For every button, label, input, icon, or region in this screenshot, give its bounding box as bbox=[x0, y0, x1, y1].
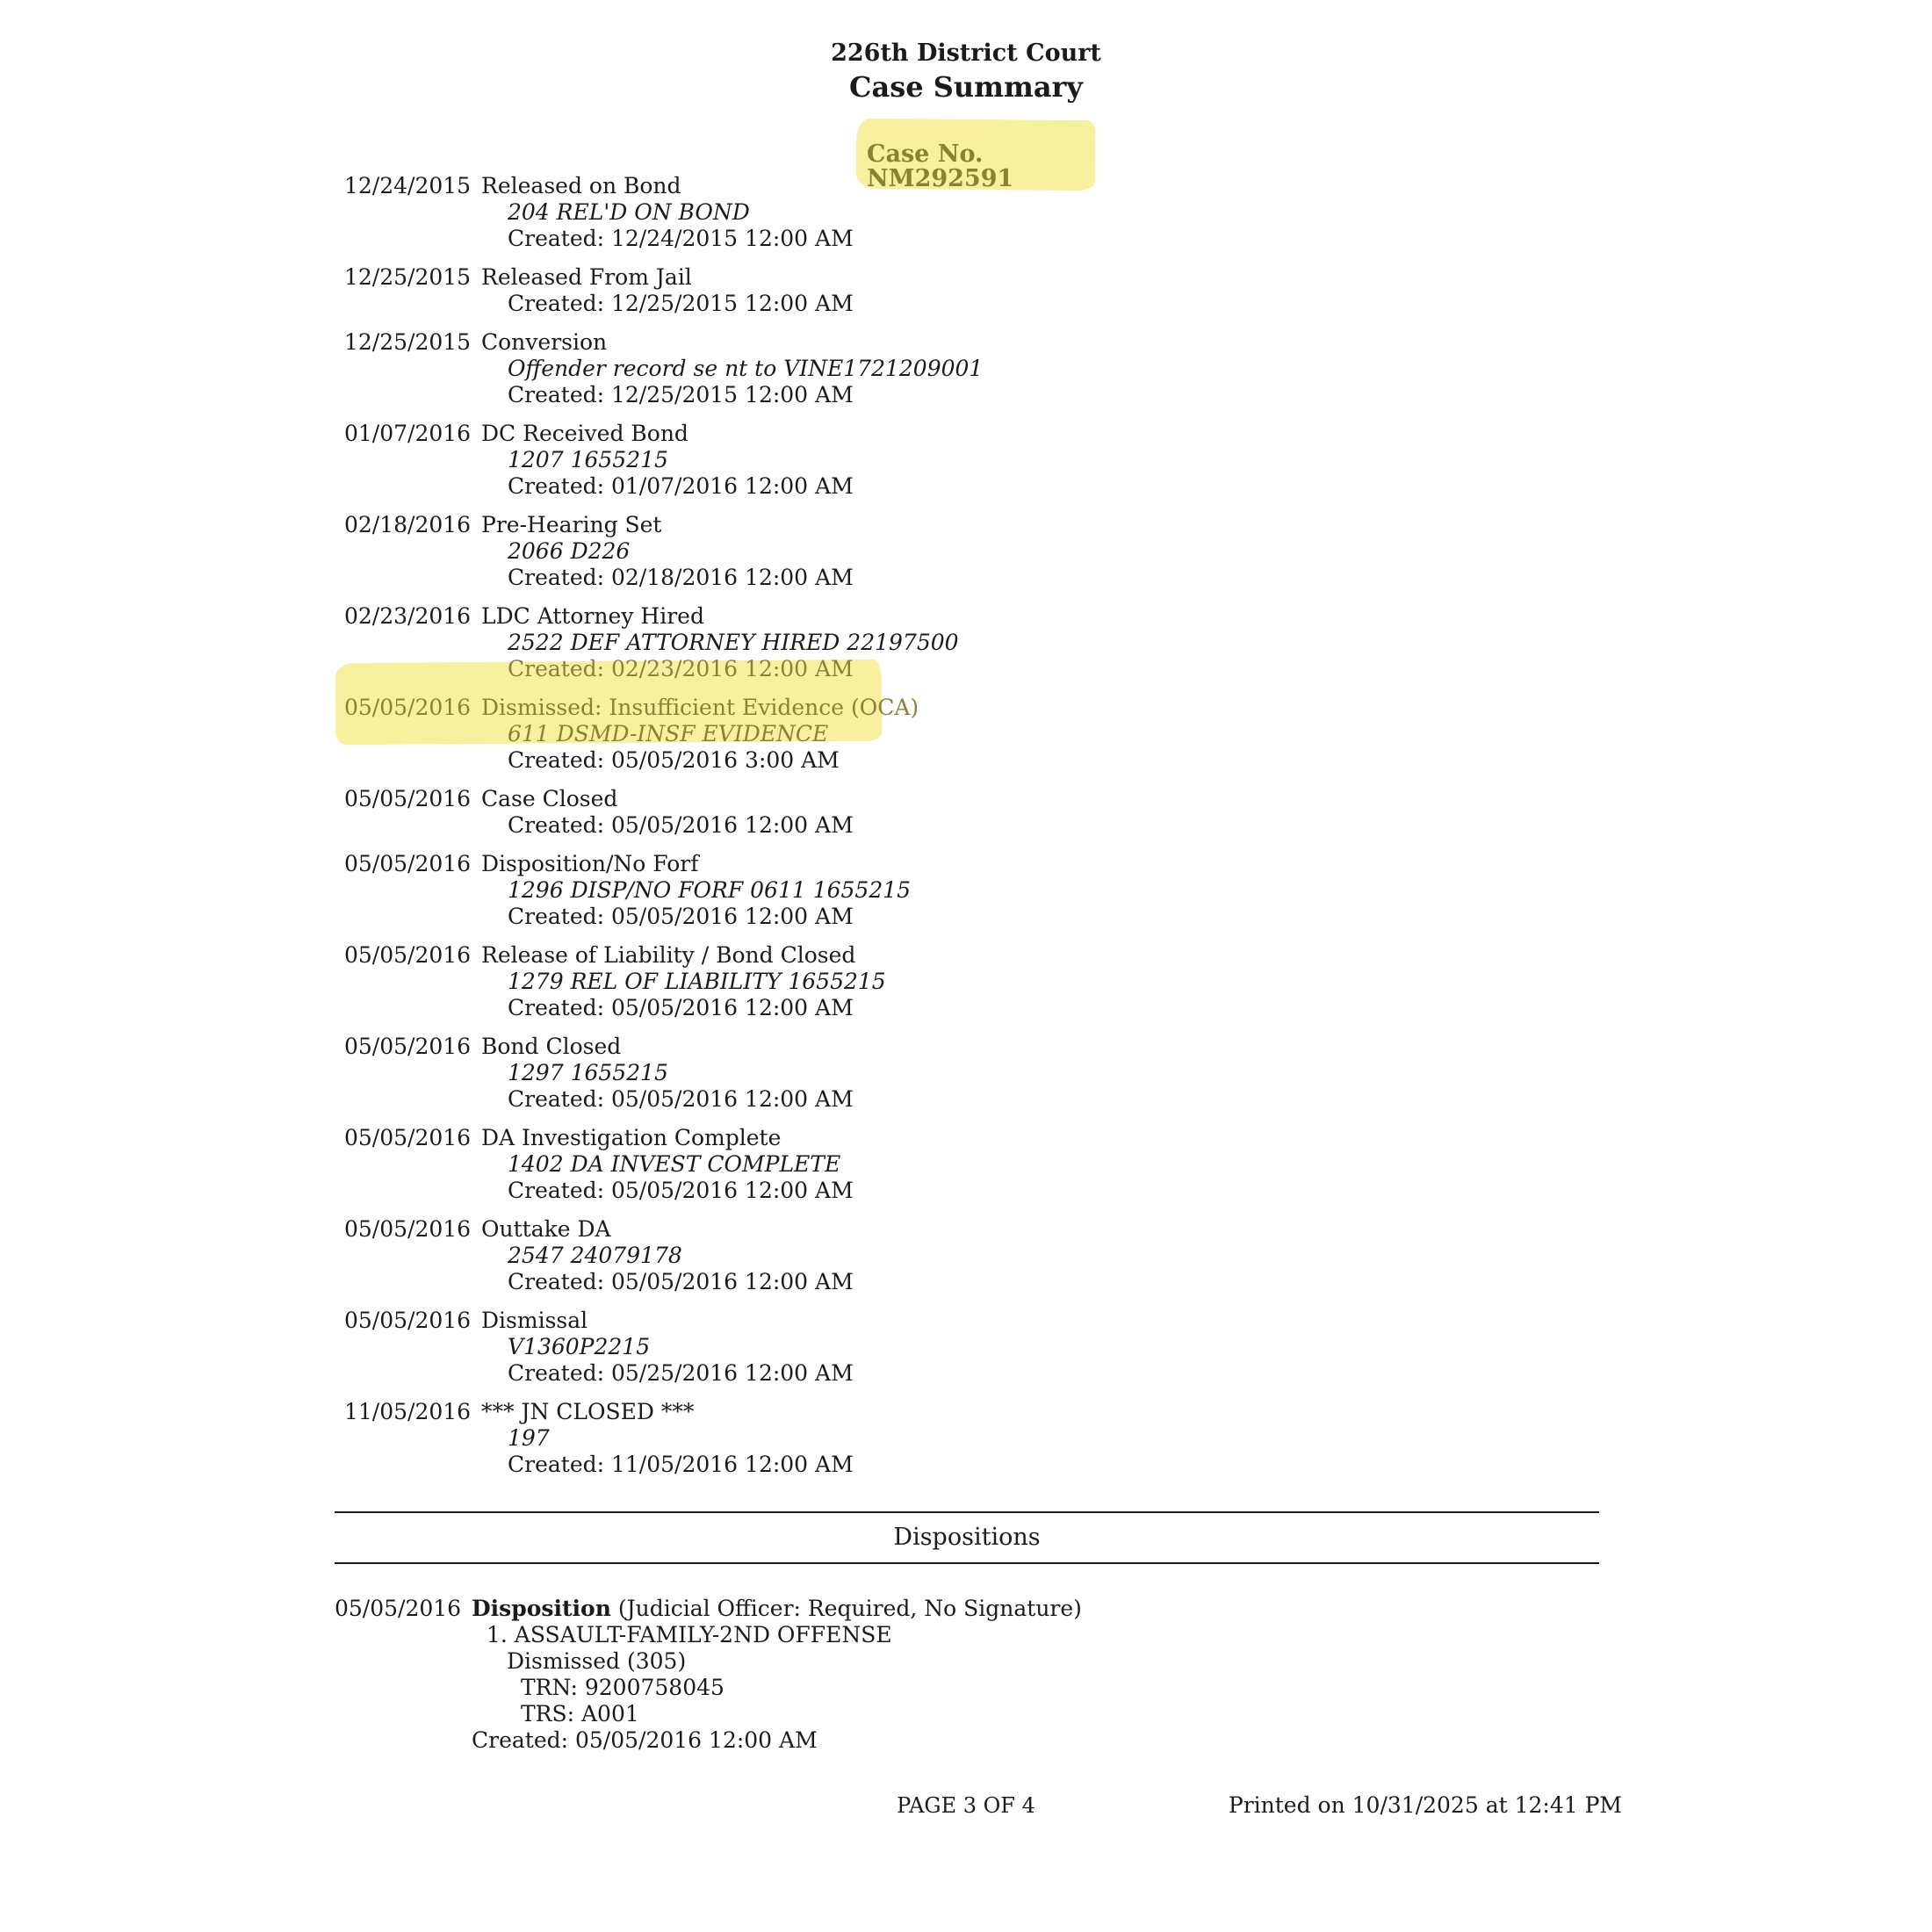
event-title: Case Closed bbox=[481, 786, 618, 811]
event-date: 12/25/2015 bbox=[344, 264, 472, 290]
event-created: Created: 05/05/2016 12:00 AM bbox=[508, 1178, 854, 1203]
event-title: Outtake DA bbox=[481, 1216, 611, 1242]
event-row bbox=[344, 1034, 1600, 1113]
disposition-trn: TRN: 9200758045 bbox=[521, 1675, 724, 1700]
event-row bbox=[344, 603, 1600, 682]
event-row bbox=[344, 421, 1600, 500]
event-created: Created: 05/05/2016 12:00 AM bbox=[508, 995, 854, 1020]
disposition-type-note: (Judicial Officer: Required, No Signature) bbox=[610, 1596, 1082, 1621]
event-body bbox=[481, 786, 1600, 839]
event-date: 05/05/2016 bbox=[344, 942, 472, 968]
event-detail: 2066 D226 bbox=[508, 538, 631, 564]
event-created: Created: 02/23/2016 12:00 AM bbox=[508, 656, 854, 681]
disposition-trs: TRS: A001 bbox=[521, 1701, 639, 1727]
court-name: 226th District Court bbox=[831, 40, 1101, 67]
event-date: 05/05/2016 bbox=[344, 786, 472, 811]
event-created: Created: 12/25/2015 12:00 AM bbox=[508, 291, 854, 316]
event-created: Created: 11/05/2016 12:00 AM bbox=[508, 1452, 854, 1477]
event-detail: V1360P2215 bbox=[508, 1334, 651, 1359]
event-detail: 1279 REL OF LIABILITY 1655215 bbox=[508, 969, 886, 994]
page-number: PAGE 3 OF 4 bbox=[897, 1793, 1035, 1818]
event-title: Disposition/No Forf bbox=[481, 851, 699, 876]
disposition-entry-list bbox=[335, 1596, 1599, 1754]
event-row bbox=[344, 942, 1600, 1021]
event-date: 05/05/2016 bbox=[344, 851, 472, 876]
event-body bbox=[481, 851, 1600, 930]
event-row bbox=[344, 1216, 1600, 1295]
disposition-type-line bbox=[472, 1596, 1082, 1622]
event-created: Created: 05/05/2016 12:00 AM bbox=[508, 1269, 854, 1294]
event-created: Created: 05/05/2016 3:00 AM bbox=[508, 747, 840, 773]
event-detail: 1296 DISP/NO FORF 0611 1655215 bbox=[508, 877, 912, 903]
event-title: *** JN CLOSED *** bbox=[481, 1399, 695, 1424]
event-row bbox=[344, 329, 1600, 408]
event-title: Released on Bond bbox=[481, 173, 681, 198]
page-header bbox=[0, 39, 1932, 105]
event-row bbox=[344, 1125, 1600, 1204]
event-date: 05/05/2016 bbox=[344, 1308, 472, 1333]
dispositions-section bbox=[335, 1511, 1599, 1754]
event-created: Created: 12/24/2015 12:00 AM bbox=[508, 226, 854, 251]
event-body bbox=[481, 1034, 1600, 1113]
event-body bbox=[481, 1399, 1600, 1478]
event-title: Bond Closed bbox=[481, 1034, 622, 1059]
event-row bbox=[344, 851, 1600, 930]
event-created: Created: 05/05/2016 12:00 AM bbox=[508, 812, 854, 838]
event-title: Released From Jail bbox=[481, 264, 692, 290]
disposition-type: Disposition bbox=[472, 1596, 611, 1621]
event-body bbox=[481, 173, 1600, 252]
event-body bbox=[481, 942, 1600, 1021]
disposition-created: Created: 05/05/2016 12:00 AM bbox=[472, 1727, 818, 1753]
disposition-charge: 1. ASSAULT-FAMILY-2ND OFFENSE bbox=[487, 1622, 892, 1647]
event-row bbox=[344, 512, 1600, 591]
case-number-label: Case No. NM292591 bbox=[867, 141, 1014, 192]
disposition-entry bbox=[335, 1596, 1599, 1754]
event-body bbox=[481, 695, 1600, 774]
event-body bbox=[481, 603, 1600, 682]
event-detail: 1297 1655215 bbox=[508, 1060, 668, 1085]
event-created: Created: 12/25/2015 12:00 AM bbox=[508, 382, 854, 407]
event-date: 02/18/2016 bbox=[344, 512, 472, 537]
disposition-date: 05/05/2016 bbox=[335, 1596, 462, 1621]
event-row bbox=[344, 695, 1600, 774]
event-body bbox=[481, 512, 1600, 591]
dispositions-heading: Dispositions bbox=[893, 1524, 1041, 1551]
event-body bbox=[481, 1125, 1600, 1204]
event-detail: 1402 DA INVEST COMPLETE bbox=[508, 1151, 841, 1177]
event-detail: 204 REL'D ON BOND bbox=[508, 199, 750, 225]
section-divider bbox=[335, 1562, 1599, 1564]
event-title: DA Investigation Complete bbox=[481, 1125, 782, 1150]
event-date: 12/25/2015 bbox=[344, 329, 472, 355]
event-detail: Offender record se nt to VINE1721209001 bbox=[508, 356, 984, 381]
event-created: Created: 05/05/2016 12:00 AM bbox=[508, 1086, 854, 1112]
event-created: Created: 02/18/2016 12:00 AM bbox=[508, 565, 854, 590]
event-date: 05/05/2016 bbox=[344, 1125, 472, 1150]
event-date: 02/23/2016 bbox=[344, 603, 472, 629]
event-detail: 197 bbox=[508, 1425, 550, 1451]
event-row bbox=[344, 173, 1600, 252]
event-detail: 1207 1655215 bbox=[508, 447, 668, 472]
document-title: Case Summary bbox=[849, 70, 1083, 104]
printed-timestamp: Printed on 10/31/2025 at 12:41 PM bbox=[1228, 1792, 1622, 1818]
event-body bbox=[481, 329, 1600, 408]
event-created: Created: 05/25/2016 12:00 AM bbox=[508, 1360, 854, 1386]
event-date: 12/24/2015 bbox=[344, 173, 472, 198]
event-body bbox=[481, 264, 1600, 317]
event-title: Dismissed: Insufficient Evidence (OCA) bbox=[481, 695, 919, 720]
event-title: Pre-Hearing Set bbox=[481, 512, 662, 537]
event-title: Release of Liability / Bond Closed bbox=[481, 942, 856, 968]
disposition-outcome: Dismissed (305) bbox=[507, 1648, 687, 1674]
event-title: Dismissal bbox=[481, 1308, 588, 1333]
event-date: 05/05/2016 bbox=[344, 695, 472, 720]
event-row bbox=[344, 1399, 1600, 1478]
disposition-body bbox=[472, 1596, 1082, 1754]
event-body bbox=[481, 421, 1600, 500]
event-created: Created: 05/05/2016 12:00 AM bbox=[508, 904, 854, 929]
event-date: 11/05/2016 bbox=[344, 1399, 472, 1424]
event-list bbox=[344, 173, 1600, 1490]
event-body bbox=[481, 1216, 1600, 1295]
event-detail: 611 DSMD-INSF EVIDENCE bbox=[508, 721, 829, 746]
event-row bbox=[344, 786, 1600, 839]
event-detail: 2547 24079178 bbox=[508, 1243, 682, 1268]
event-title: Conversion bbox=[481, 329, 608, 355]
event-title: LDC Attorney Hired bbox=[481, 603, 704, 629]
event-row bbox=[344, 1308, 1600, 1387]
event-date: 01/07/2016 bbox=[344, 421, 472, 446]
event-body bbox=[481, 1308, 1600, 1387]
event-date: 05/05/2016 bbox=[344, 1034, 472, 1059]
event-date: 05/05/2016 bbox=[344, 1216, 472, 1242]
event-detail: 2522 DEF ATTORNEY HIRED 22197500 bbox=[508, 630, 959, 655]
event-created: Created: 01/07/2016 12:00 AM bbox=[508, 473, 854, 499]
event-row bbox=[344, 264, 1600, 317]
event-title: DC Received Bond bbox=[481, 421, 688, 446]
